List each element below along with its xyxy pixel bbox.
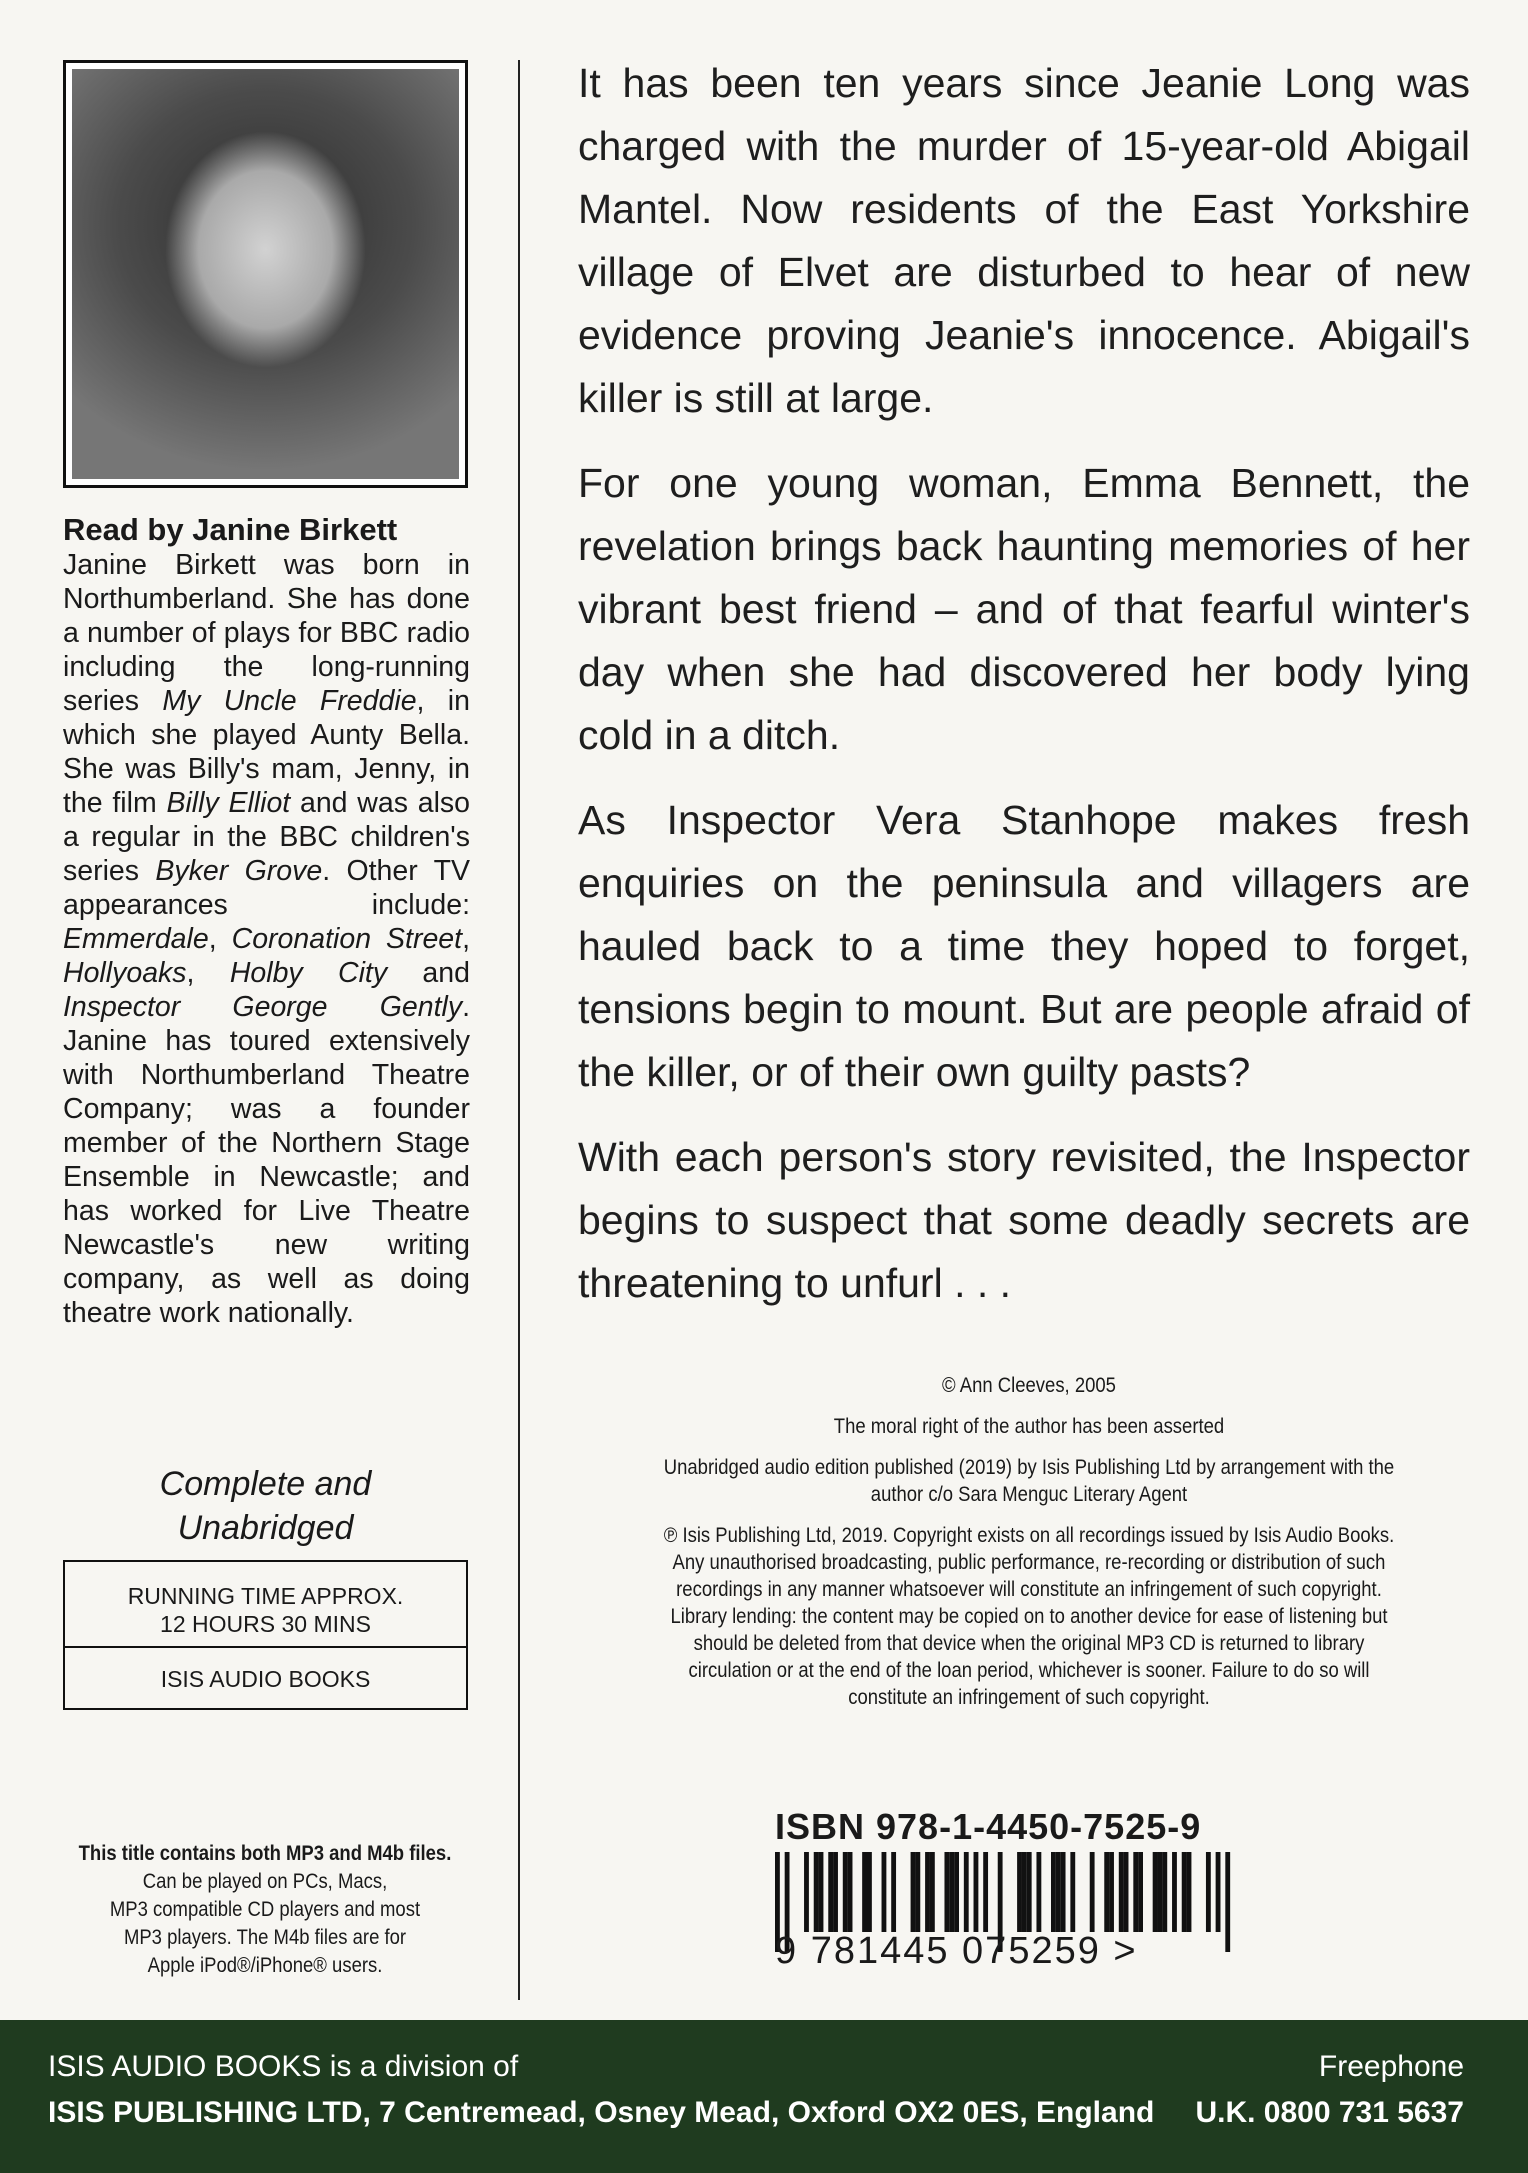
bio-segment: and — [387, 957, 470, 989]
division-line: ISIS AUDIO BOOKS is a division of — [48, 2050, 519, 2083]
copyright-notice — [650, 1372, 1409, 1725]
recording-copyright: ℗ Isis Publishing Ltd, 2019. Copyright exists on all recordings issued by Isis Audio Books. Any unauthorised broadcasting, public performance, re-recording or distribution of such recordings in any manner whatsoever will constitute an infringement of such copyright. Library lending: the content may be copied on to another device for ease of listening but should be deleted from that device when the original MP3 CD is returned to library circulation or at the end of the loan period, whichever is sooner. Failure to do so will constitute an infringement of such copyright. — [663, 1524, 1395, 1709]
barcode-bar — [964, 1852, 969, 1932]
bio-segment: , — [462, 923, 470, 955]
running-time — [65, 1562, 466, 1648]
format-line: MP3 players. The M4b files are for — [123, 1926, 407, 1949]
barcode-bar — [1109, 1852, 1114, 1932]
bio-segment: , — [186, 957, 230, 989]
barcode-bar — [1090, 1852, 1095, 1932]
bio-segment: My Uncle Freddie — [162, 685, 417, 717]
unabridged-line-1: Complete and — [159, 1465, 372, 1503]
unabridged-line-2: Unabridged — [177, 1509, 354, 1547]
bio-segment: Inspector George Gently — [63, 991, 463, 1023]
barcode-bar — [843, 1852, 848, 1932]
barcode-bar — [867, 1852, 872, 1932]
barcode-bar — [1056, 1852, 1061, 1932]
freephone-label: Freephone — [1318, 2050, 1464, 2083]
bio-segment: , in which she played Aunty Bella. She was Billy's mam, Jenny, in the film — [63, 685, 470, 819]
bio-segment: . Janine has toured extensively with Northumberland Theatre Company; was a founder member of the Northern Stage Ensemble in Newcastle; and has worked for Live Theatre Newcastle's new writing company, as well as doing theatre work nationally. — [63, 991, 470, 1329]
bio-segment: Byker Grove — [155, 855, 323, 887]
barcode-bar — [833, 1852, 838, 1932]
barcode-digits: 9 781445 075259 > — [775, 1930, 1138, 1972]
barcode-bar — [1070, 1852, 1075, 1932]
publisher-label: ISIS AUDIO BOOKS — [160, 1666, 371, 1692]
synopsis-paragraph: As Inspector Vera Stanhope makes fresh enquiries on the peninsula and villagers are hauled back to a time they hoped to forget, tensions begin to mount. But are people afraid of the killer, or of their own guilty pasts? — [578, 797, 1470, 1095]
barcode-bar — [1172, 1852, 1177, 1932]
edition-line: Unabridged audio edition published (2019) by Isis Publishing Ltd by arrangement with the author c/o Sara Menguc Literary Agent — [663, 1456, 1395, 1506]
synopsis-paragraph: With each person's story revisited, the Inspector begins to suspect that some deadly secrets are threatening to unfurl . . . — [578, 1134, 1470, 1306]
synopsis — [578, 52, 1470, 1337]
barcode-bar — [891, 1852, 896, 1932]
barcode-bar — [954, 1852, 959, 1932]
bio-segment: Billy Elliot — [166, 787, 291, 819]
moral-right-line: The moral right of the author has been asserted — [833, 1415, 1225, 1438]
format-line: MP3 compatible CD players and most — [109, 1898, 421, 1921]
barcode-bar — [1104, 1852, 1109, 1932]
barcode-bar — [949, 1852, 954, 1932]
format-heading: This title contains both MP3 and M4b files. — [78, 1842, 452, 1865]
complete-unabridged-label — [63, 1462, 468, 1550]
column-divider — [518, 60, 520, 2000]
barcode-bar — [915, 1852, 920, 1932]
barcode-bar — [862, 1852, 867, 1932]
narrator-bio — [63, 548, 470, 1330]
barcode-bar — [814, 1852, 819, 1932]
bio-segment: and was also a regular in the BBC children's series — [63, 787, 470, 887]
barcode-bar — [925, 1852, 930, 1932]
format-info — [58, 1840, 472, 1980]
barcode-bar — [819, 1852, 824, 1932]
barcode-bar — [1206, 1852, 1211, 1932]
narrator-photo — [63, 60, 468, 488]
publisher-address: ISIS PUBLISHING LTD, 7 Centremead, Osney Mead, Oxford OX2 0ES, England — [48, 2096, 1155, 2129]
barcode-bar — [1027, 1852, 1032, 1932]
barcode-bar — [1162, 1852, 1167, 1932]
barcode-bar — [882, 1852, 887, 1932]
synopsis-paragraph: For one young woman, Emma Bennett, the revelation brings back haunting memories of her vibrant best friend – and of that fearful winter's day when she had discovered her body lying cold in a ditch. — [578, 460, 1470, 758]
barcode-bar — [1153, 1852, 1158, 1932]
bio-segment: Janine Birkett was born in Northumberland. She has done a number of plays for BBC radio including the long-running series — [63, 549, 470, 717]
barcode-bar — [828, 1852, 833, 1932]
barcode-bar — [944, 1852, 949, 1932]
barcode-bar — [1138, 1852, 1143, 1932]
format-line: Can be played on PCs, Macs, — [142, 1870, 388, 1893]
bio-segment: . Other TV appearances include: — [63, 855, 470, 921]
barcode-bar — [1119, 1852, 1124, 1932]
barcode-bar — [1182, 1852, 1187, 1932]
format-line: Apple iPod®/iPhone® users. — [147, 1954, 383, 1977]
barcode-bar — [1051, 1852, 1056, 1932]
narrator-heading: Read by Janine Birkett — [63, 512, 398, 547]
running-time-box — [63, 1560, 468, 1710]
running-time-line-2: 12 HOURS 30 MINS — [160, 1611, 371, 1637]
barcode-bar — [848, 1852, 853, 1932]
footer-band — [0, 2020, 1528, 2173]
barcode-bar — [1133, 1852, 1138, 1932]
bio-segment: Emmerdale — [63, 923, 209, 955]
barcode-bar — [983, 1852, 988, 1932]
synopsis-paragraph: It has been ten years since Jeanie Long was charged with the murder of 15-year-old Abigail Mantel. Now residents of the East Yorkshire village of Elvet are disturbed to hear of new evidence proving Jeanie's innocence. Abigail's killer is still at large. — [578, 60, 1470, 421]
narrator-portrait-image — [72, 69, 459, 479]
barcode-bar — [911, 1852, 916, 1932]
bio-segment: Hollyoaks — [63, 957, 187, 989]
barcode-bar — [1036, 1852, 1041, 1932]
barcode-bar — [930, 1852, 935, 1932]
bio-segment: , — [208, 923, 232, 955]
running-time-line-1: RUNNING TIME APPROX. — [127, 1583, 404, 1609]
barcode-bar — [1017, 1852, 1022, 1932]
barcode-bar — [1216, 1852, 1221, 1932]
barcode-bar — [1158, 1852, 1163, 1932]
isbn-label: ISBN 978-1-4450-7525-9 — [775, 1806, 1202, 1847]
barcode-bar — [804, 1852, 809, 1932]
barcode-bar — [1061, 1852, 1066, 1932]
barcode-bar — [1187, 1852, 1192, 1932]
copyright-line: © Ann Cleeves, 2005 — [942, 1374, 1116, 1397]
bio-segment: Coronation Street — [231, 923, 463, 955]
bio-segment: Holby City — [229, 957, 388, 989]
barcode-bar — [1124, 1852, 1129, 1932]
barcode-bar — [1022, 1852, 1027, 1932]
freephone-number: U.K. 0800 731 5637 — [1195, 2096, 1464, 2129]
barcode-bar — [974, 1852, 979, 1932]
